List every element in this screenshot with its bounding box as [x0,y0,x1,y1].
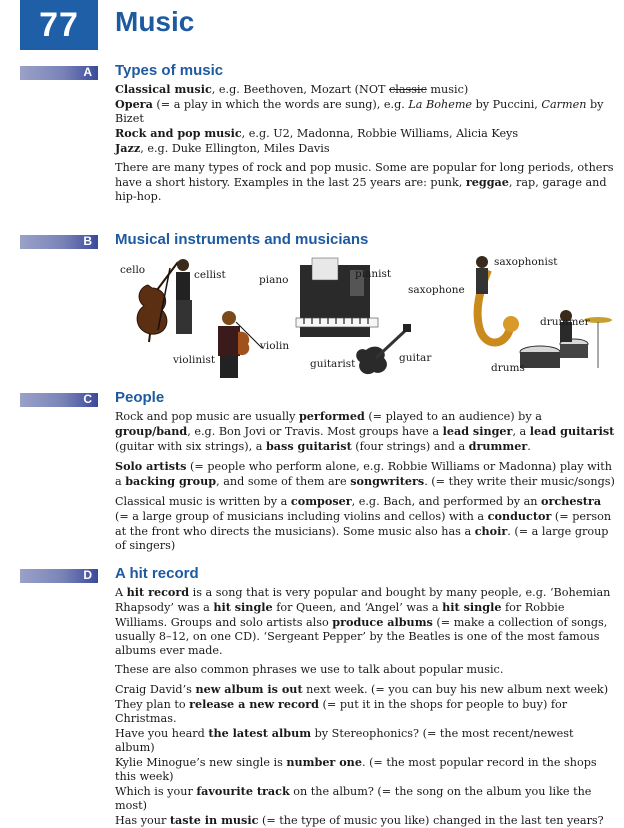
phrase-line: Have you heard the latest album by Stereophonics? (= the most recent/newest album) [115,726,574,754]
phrase-line: Which is your favourite track on the album? (= the song on the album you like the most) [115,784,592,812]
cellist-icon [176,259,192,334]
label-violin: violin [260,340,290,352]
page-title: Music [115,6,195,37]
section-title: A hit record [115,565,199,582]
phrase-line: Kylie Minogue’s new single is number one. (= the most popular record in the shops this week) [115,755,597,783]
saxophonist-icon [476,256,488,294]
label-saxophone: saxophone [408,284,465,296]
label-violinist: violinist [173,354,216,366]
paragraph: These are also common phrases we use to talk about popular music. [115,663,504,676]
type-line: Opera (= a play in which the words are sung), e.g. La Boheme by Puccini, Carmen by Bizet [115,97,604,125]
section-letter: A [83,65,92,79]
unit-number: 77 [39,5,79,44]
violinist-icon [218,311,240,378]
section-title: Musical instruments and musicians [115,231,369,248]
types-paragraph: There are many types of rock and pop music. Some are popular for long periods, others have a short history. Examples in the last 25 years are: punk, reggae, rap, garage and hip-hop. [115,161,614,203]
section-letter: B [83,234,92,248]
label-cellist: cellist [194,269,226,281]
label-guitarist: guitarist [310,358,356,370]
paragraph: Rock and pop music are usually performed (= played to an audience) by a group/band, e.g. Bon Jovi or Travis. Most groups have a lead singer, a lead guitarist (guitar with six strings), a bass guitarist (four strings) and a drummer. [115,409,615,453]
paragraph: Solo artists (= people who perform alone, e.g. Robbie Williams or Madonna) play with a backing group, and some of them are songwriters. (= they write their music/songs) [115,459,615,488]
section-title: Types of music [115,62,224,79]
section-letter: D [83,568,92,582]
paragraph: Classical music is written by a composer, e.g. Bach, and performed by an orchestra (= a large group of musicians including violins and cellos) with a conductor (= person at the front who directs the musicians). Some music also has a choir. (= a large group of singers) [115,494,612,552]
label-cello: cello [120,264,146,276]
label-pianist: pianist [355,268,392,280]
section-c-body [115,409,615,553]
paragraph: A hit record is a song that is very popular and bought by many people, e.g. ‘Bohemian Rhapsody’ was a hit single for Queen, and ‘Angel’ was a hit single for Robbie Williams. Groups and solo artists also produce albums (= make a collection of songs, usually 8–12, on one CD). ‘Sergeant Pepper’ by the Beatles is one of the most famous albums ever made. [115,585,611,657]
phrase-line: They plan to release a new record (= put it in the shops for people to buy) for Christmas. [115,697,568,725]
label-piano: piano [259,274,289,286]
type-line: Rock and pop music, e.g. U2, Madonna, Robbie Williams, Alicia Keys [115,126,519,140]
section-bar-c [20,393,98,407]
label-saxophonist: saxophonist [494,256,558,268]
section-d-body [115,585,615,828]
type-line: Jazz, e.g. Duke Ellington, Miles Davis [115,141,330,155]
section-bar-d [20,569,98,583]
label-guitar: guitar [399,352,432,364]
type-line: Classical music, e.g. Beethoven, Mozart (NOT classic music) [115,82,469,96]
phrase-line: Craig David’s new album is out next week. (= you can buy his new album next week) [115,682,609,696]
section-letter: C [83,392,92,406]
label-drums: drums [491,362,525,374]
section-title: People [115,389,165,406]
phrase-line: Has your taste in music (= the type of music you like) changed in the last ten years? [115,813,604,827]
label-drummer: drummer [540,316,590,328]
